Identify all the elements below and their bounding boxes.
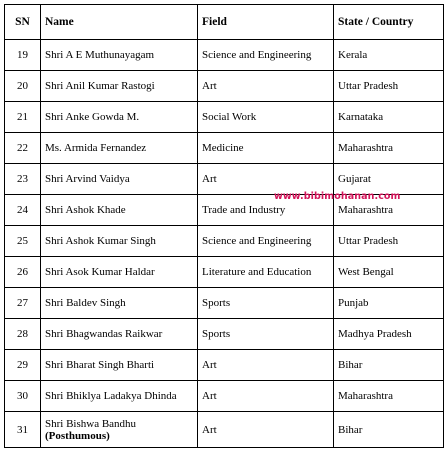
cell-state: West Bengal (334, 257, 444, 288)
cell-state: Gujarat (334, 164, 444, 195)
cell-field: Science and Engineering (198, 40, 334, 71)
cell-name: Shri Bhiklya Ladakya Dhinda (41, 381, 198, 412)
table-header-row (5, 5, 444, 40)
table-row (5, 133, 444, 164)
table-row (5, 350, 444, 381)
cell-name: Shri Baldev Singh (41, 288, 198, 319)
cell-field: Art (198, 350, 334, 381)
cell-field: Trade and Industry (198, 195, 334, 226)
cell-name: Ms. Armida Fernandez (41, 133, 198, 164)
header-field: Field (198, 5, 334, 40)
cell-sn: 30 (5, 381, 41, 412)
cell-state: Uttar Pradesh (334, 226, 444, 257)
cell-name: Shri Ashok Kumar Singh (41, 226, 198, 257)
table-row (5, 319, 444, 350)
cell-field: Literature and Education (198, 257, 334, 288)
table-row (5, 226, 444, 257)
cell-field: Art (198, 164, 334, 195)
cell-state: Maharashtra (334, 133, 444, 164)
cell-sn: 23 (5, 164, 41, 195)
cell-name: Shri Bhagwandas Raikwar (41, 319, 198, 350)
cell-sn: 27 (5, 288, 41, 319)
cell-field: Art (198, 412, 334, 448)
cell-sn: 19 (5, 40, 41, 71)
cell-field: Art (198, 381, 334, 412)
header-sn: SN (5, 5, 41, 40)
header-name: Name (41, 5, 198, 40)
cell-state: Maharashtra (334, 381, 444, 412)
cell-name (41, 412, 198, 448)
cell-state: Maharashtra (334, 195, 444, 226)
cell-field: Art (198, 71, 334, 102)
cell-field: Sports (198, 288, 334, 319)
cell-name: Shri Ashok Khade (41, 195, 198, 226)
table-row (5, 40, 444, 71)
table-row (5, 257, 444, 288)
cell-name: Shri Anke Gowda M. (41, 102, 198, 133)
cell-sn: 29 (5, 350, 41, 381)
cell-field: Medicine (198, 133, 334, 164)
awards-table (4, 4, 444, 448)
cell-field: Sports (198, 319, 334, 350)
cell-sn: 28 (5, 319, 41, 350)
cell-field: Social Work (198, 102, 334, 133)
awardee-name: Shri Bishwa Bandhu (45, 417, 137, 430)
cell-sn: 22 (5, 133, 41, 164)
cell-state: Punjab (334, 288, 444, 319)
cell-sn: 25 (5, 226, 41, 257)
cell-state: Karnataka (334, 102, 444, 133)
cell-name: Shri Asok Kumar Haldar (41, 257, 198, 288)
cell-sn: 20 (5, 71, 41, 102)
cell-name: Shri Bharat Singh Bharti (41, 350, 198, 381)
cell-sn: 24 (5, 195, 41, 226)
cell-state: Madhya Pradesh (334, 319, 444, 350)
table-row (5, 381, 444, 412)
cell-sn: 21 (5, 102, 41, 133)
cell-state: Uttar Pradesh (334, 71, 444, 102)
table-row (5, 71, 444, 102)
cell-name: Shri Arvind Vaidya (41, 164, 198, 195)
header-state: State / Country (334, 5, 444, 40)
cell-sn: 31 (5, 412, 41, 448)
watermark-text: www.bibimohanan.com (274, 191, 401, 202)
posthumous-note: (Posthumous) (45, 429, 110, 442)
table-row (5, 288, 444, 319)
cell-sn: 26 (5, 257, 41, 288)
table-row (5, 102, 444, 133)
cell-state: Bihar (334, 350, 444, 381)
cell-state: Kerala (334, 40, 444, 71)
table-row (5, 164, 444, 195)
cell-name: Shri A E Muthunayagam (41, 40, 198, 71)
cell-state: Bihar (334, 412, 444, 448)
table-row (5, 412, 444, 448)
cell-field: Science and Engineering (198, 226, 334, 257)
cell-name: Shri Anil Kumar Rastogi (41, 71, 198, 102)
